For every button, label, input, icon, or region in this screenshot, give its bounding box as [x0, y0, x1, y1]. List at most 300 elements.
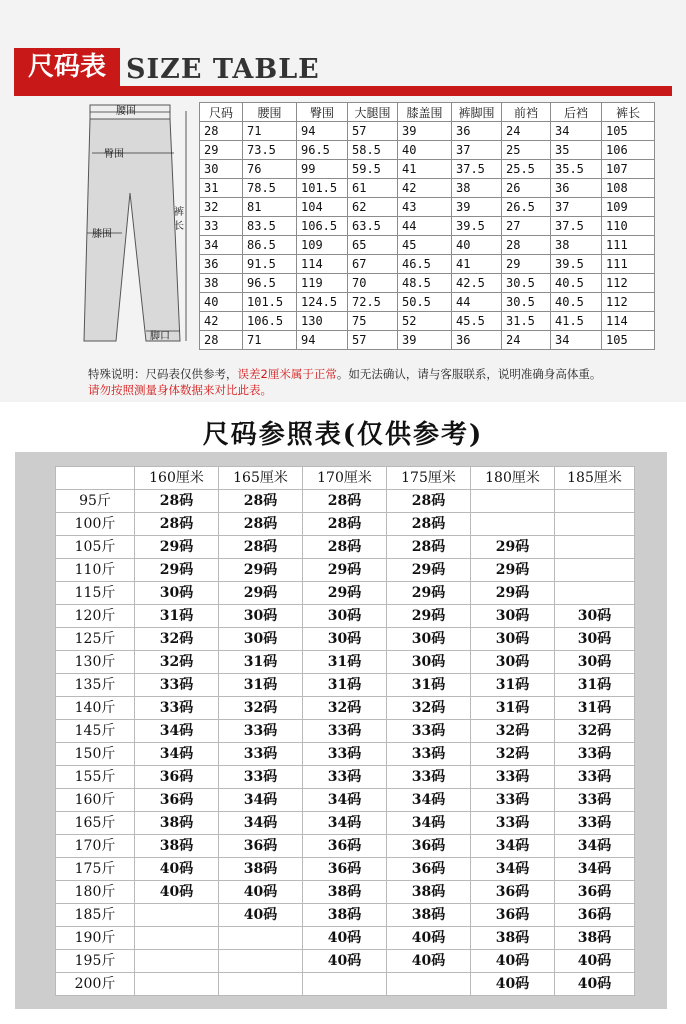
table-cell: 38 — [200, 274, 243, 293]
size-cell: 32码 — [471, 743, 555, 766]
size-cell: 33码 — [555, 789, 635, 812]
table-cell: 45 — [398, 236, 452, 255]
size-cell — [555, 513, 635, 536]
table-cell: 78.5 — [243, 179, 297, 198]
table-cell: 35 — [551, 141, 602, 160]
size-cell: 38码 — [387, 904, 471, 927]
weight-cell: 160斤 — [56, 789, 135, 812]
table-cell: 40.5 — [551, 274, 602, 293]
table-cell: 99 — [297, 160, 348, 179]
table-cell: 36 — [452, 122, 502, 141]
size-cell — [135, 927, 219, 950]
table-cell: 110 — [602, 217, 655, 236]
table-row — [200, 198, 655, 217]
size-cell: 36码 — [303, 858, 387, 881]
reference-row — [56, 766, 635, 789]
table-cell: 26 — [502, 179, 551, 198]
size-cell: 33码 — [555, 743, 635, 766]
reference-row — [56, 812, 635, 835]
weight-cell: 150斤 — [56, 743, 135, 766]
height-header: 160厘米 — [135, 467, 219, 490]
size-cell: 36码 — [135, 766, 219, 789]
size-cell: 40码 — [387, 950, 471, 973]
reference-row — [56, 927, 635, 950]
size-cell: 33码 — [219, 720, 303, 743]
table-row — [200, 141, 655, 160]
height-header: 180厘米 — [471, 467, 555, 490]
table-cell: 106.5 — [297, 217, 348, 236]
table-cell: 111 — [602, 236, 655, 255]
table-cell: 40 — [200, 293, 243, 312]
size-cell — [303, 973, 387, 996]
reference-row — [56, 858, 635, 881]
reference-row — [56, 651, 635, 674]
title-underline — [14, 86, 672, 96]
weight-cell: 175斤 — [56, 858, 135, 881]
size-cell: 40码 — [471, 950, 555, 973]
size-cell — [555, 536, 635, 559]
size-cell: 31码 — [387, 674, 471, 697]
table-cell: 42 — [200, 312, 243, 331]
table-cell: 40.5 — [551, 293, 602, 312]
table-cell: 109 — [297, 236, 348, 255]
table-cell: 24 — [502, 331, 551, 350]
size-cell: 33码 — [387, 720, 471, 743]
height-header: 170厘米 — [303, 467, 387, 490]
table-cell: 108 — [602, 179, 655, 198]
table-row — [200, 236, 655, 255]
table-cell: 30 — [200, 160, 243, 179]
table-cell: 70 — [348, 274, 398, 293]
size-cell: 28码 — [219, 490, 303, 513]
size-cell — [135, 950, 219, 973]
size-cell — [219, 950, 303, 973]
size-cell: 29码 — [303, 559, 387, 582]
table-row — [200, 274, 655, 293]
size-cell: 33码 — [471, 789, 555, 812]
size-cell: 30码 — [219, 605, 303, 628]
size-cell: 31码 — [555, 697, 635, 720]
size-cell: 30码 — [219, 628, 303, 651]
size-cell: 33码 — [387, 766, 471, 789]
column-header: 尺码 — [200, 103, 243, 122]
table-cell: 33 — [200, 217, 243, 236]
table-cell: 105 — [602, 122, 655, 141]
weight-cell: 195斤 — [56, 950, 135, 973]
table-row — [200, 160, 655, 179]
table-header-row — [200, 103, 655, 122]
pants-diagram — [82, 103, 194, 361]
size-cell: 30码 — [555, 628, 635, 651]
table-cell: 124.5 — [297, 293, 348, 312]
table-cell: 96.5 — [297, 141, 348, 160]
size-cell: 32码 — [303, 697, 387, 720]
size-cell: 30码 — [555, 605, 635, 628]
size-cell: 36码 — [219, 835, 303, 858]
table-cell: 34 — [200, 236, 243, 255]
table-cell: 28 — [200, 331, 243, 350]
size-cell: 29码 — [219, 582, 303, 605]
column-header: 腰围 — [243, 103, 297, 122]
column-header: 裤长 — [602, 103, 655, 122]
size-cell: 34码 — [219, 789, 303, 812]
table-cell: 111 — [602, 255, 655, 274]
table-row — [200, 312, 655, 331]
weight-cell: 180斤 — [56, 881, 135, 904]
size-cell — [555, 559, 635, 582]
size-cell: 34码 — [135, 720, 219, 743]
table-cell: 42.5 — [452, 274, 502, 293]
table-cell: 39 — [452, 198, 502, 217]
size-cell: 28码 — [303, 536, 387, 559]
size-cell: 28码 — [387, 513, 471, 536]
table-row — [200, 179, 655, 198]
size-cell: 29码 — [471, 582, 555, 605]
size-cell: 30码 — [555, 651, 635, 674]
size-cell: 38码 — [135, 812, 219, 835]
table-cell: 48.5 — [398, 274, 452, 293]
table-cell: 106 — [602, 141, 655, 160]
size-cell — [555, 490, 635, 513]
weight-cell: 125斤 — [56, 628, 135, 651]
size-cell: 29码 — [219, 559, 303, 582]
table-cell: 29 — [502, 255, 551, 274]
table-cell: 28 — [200, 122, 243, 141]
table-cell: 37.5 — [452, 160, 502, 179]
table-cell: 62 — [348, 198, 398, 217]
table-cell: 39.5 — [551, 255, 602, 274]
size-cell: 33码 — [219, 743, 303, 766]
size-cell: 40码 — [303, 927, 387, 950]
height-header: 175厘米 — [387, 467, 471, 490]
table-cell: 37.5 — [551, 217, 602, 236]
size-cell — [219, 973, 303, 996]
size-cell: 30码 — [387, 628, 471, 651]
reference-row — [56, 881, 635, 904]
size-cell — [555, 582, 635, 605]
waist-label: 腰围 — [116, 106, 136, 117]
weight-cell: 155斤 — [56, 766, 135, 789]
table-cell: 71 — [243, 122, 297, 141]
size-cell: 28码 — [135, 490, 219, 513]
weight-cell: 95斤 — [56, 490, 135, 513]
table-cell: 63.5 — [348, 217, 398, 236]
size-cell: 40码 — [135, 881, 219, 904]
table-cell: 36 — [551, 179, 602, 198]
reference-row — [56, 674, 635, 697]
table-cell: 104 — [297, 198, 348, 217]
size-cell: 40码 — [135, 858, 219, 881]
table-cell: 114 — [297, 255, 348, 274]
size-cell: 34码 — [219, 812, 303, 835]
size-cell: 38码 — [219, 858, 303, 881]
column-header: 后裆 — [551, 103, 602, 122]
table-cell: 39 — [398, 331, 452, 350]
knee-label: 膝围 — [92, 229, 112, 240]
size-cell: 36码 — [387, 835, 471, 858]
size-cell: 40码 — [219, 904, 303, 927]
table-cell: 40 — [398, 141, 452, 160]
table-cell: 72.5 — [348, 293, 398, 312]
reference-row — [56, 490, 635, 513]
size-cell: 34码 — [387, 789, 471, 812]
size-reference-table — [55, 466, 635, 996]
table-row — [200, 331, 655, 350]
table-cell: 31.5 — [502, 312, 551, 331]
reference-row — [56, 789, 635, 812]
size-cell: 29码 — [135, 536, 219, 559]
size-cell: 34码 — [471, 858, 555, 881]
height-header: 165厘米 — [219, 467, 303, 490]
size-cell: 28码 — [135, 513, 219, 536]
size-cell — [135, 904, 219, 927]
table-cell: 31 — [200, 179, 243, 198]
table-cell: 81 — [243, 198, 297, 217]
table-cell: 34 — [551, 331, 602, 350]
size-cell: 32码 — [387, 697, 471, 720]
size-cell: 34码 — [387, 812, 471, 835]
size-cell: 32码 — [135, 628, 219, 651]
size-cell: 33码 — [303, 720, 387, 743]
table-cell: 38 — [551, 236, 602, 255]
reference-title: 尺码参照表(仅供参考) — [202, 420, 484, 450]
table-cell: 42 — [398, 179, 452, 198]
size-cell: 33码 — [303, 766, 387, 789]
size-measurement-table — [199, 102, 655, 350]
column-header: 臀围 — [297, 103, 348, 122]
table-cell: 86.5 — [243, 236, 297, 255]
size-cell — [471, 490, 555, 513]
table-cell: 83.5 — [243, 217, 297, 236]
size-cell — [471, 513, 555, 536]
weight-cell: 190斤 — [56, 927, 135, 950]
table-cell: 112 — [602, 274, 655, 293]
size-cell: 31码 — [471, 697, 555, 720]
reference-row — [56, 559, 635, 582]
corner-cell — [56, 467, 135, 490]
size-cell: 31码 — [219, 674, 303, 697]
size-cell: 32码 — [555, 720, 635, 743]
table-cell: 24 — [502, 122, 551, 141]
length-label-2: 长 — [174, 221, 184, 232]
table-cell: 105 — [602, 331, 655, 350]
size-cell: 34码 — [555, 835, 635, 858]
hip-label: 臀围 — [104, 149, 124, 160]
size-cell: 33码 — [555, 766, 635, 789]
table-cell: 65 — [348, 236, 398, 255]
pants-outline-icon — [84, 105, 180, 341]
table-cell: 32 — [200, 198, 243, 217]
size-cell: 33码 — [555, 812, 635, 835]
table-cell: 35.5 — [551, 160, 602, 179]
size-cell: 28码 — [303, 513, 387, 536]
hem-label: 脚口 — [150, 331, 170, 342]
table-cell: 25.5 — [502, 160, 551, 179]
table-cell: 29 — [200, 141, 243, 160]
weight-cell: 115斤 — [56, 582, 135, 605]
table-cell: 40 — [452, 236, 502, 255]
reference-header-row — [56, 467, 635, 490]
size-cell: 28码 — [387, 490, 471, 513]
size-cell: 28码 — [303, 490, 387, 513]
height-header: 185厘米 — [555, 467, 635, 490]
table-cell: 107 — [602, 160, 655, 179]
size-cell: 34码 — [471, 835, 555, 858]
table-cell: 101.5 — [243, 293, 297, 312]
table-cell: 67 — [348, 255, 398, 274]
size-cell: 30码 — [471, 651, 555, 674]
size-cell: 29码 — [387, 582, 471, 605]
table-cell: 106.5 — [243, 312, 297, 331]
table-cell: 96.5 — [243, 274, 297, 293]
size-cell: 30码 — [303, 605, 387, 628]
size-cell: 32码 — [135, 651, 219, 674]
table-cell: 46.5 — [398, 255, 452, 274]
warning-note: 请勿按照测量身体数据来对比此表。 — [88, 383, 272, 397]
size-cell: 31码 — [135, 605, 219, 628]
size-cell: 29码 — [471, 559, 555, 582]
weight-cell: 145斤 — [56, 720, 135, 743]
table-cell: 41 — [452, 255, 502, 274]
table-cell: 119 — [297, 274, 348, 293]
size-cell: 32码 — [219, 697, 303, 720]
size-cell: 30码 — [135, 582, 219, 605]
note-tolerance: 误差2厘米属于正常 — [237, 367, 337, 381]
note-text-c: 。如无法确认，请与客服联系，说明准确身高体重。 — [336, 367, 602, 381]
reference-row — [56, 536, 635, 559]
reference-row — [56, 950, 635, 973]
table-cell: 36 — [452, 331, 502, 350]
weight-cell: 130斤 — [56, 651, 135, 674]
table-cell: 36 — [200, 255, 243, 274]
size-cell: 29码 — [387, 559, 471, 582]
size-cell — [135, 973, 219, 996]
note-text-a: 特殊说明：尺码表仅供参考， — [88, 367, 238, 381]
size-cell: 38码 — [387, 881, 471, 904]
column-header: 膝盖围 — [398, 103, 452, 122]
size-cell: 29码 — [387, 605, 471, 628]
weight-cell: 140斤 — [56, 697, 135, 720]
size-cell: 40码 — [555, 950, 635, 973]
size-cell: 33码 — [471, 812, 555, 835]
page-title: SIZE TABLE — [126, 54, 320, 85]
table-cell: 57 — [348, 122, 398, 141]
size-cell: 38码 — [303, 904, 387, 927]
table-row — [200, 255, 655, 274]
table-cell: 109 — [602, 198, 655, 217]
table-cell: 94 — [297, 331, 348, 350]
table-cell: 50.5 — [398, 293, 452, 312]
column-header: 前裆 — [502, 103, 551, 122]
weight-cell: 135斤 — [56, 674, 135, 697]
size-cell: 33码 — [135, 674, 219, 697]
size-cell: 40码 — [303, 950, 387, 973]
table-cell: 27 — [502, 217, 551, 236]
table-cell: 39.5 — [452, 217, 502, 236]
table-cell: 52 — [398, 312, 452, 331]
size-cell: 28码 — [387, 536, 471, 559]
size-cell: 31码 — [303, 651, 387, 674]
reference-row — [56, 835, 635, 858]
table-cell: 30.5 — [502, 293, 551, 312]
size-cell: 33码 — [219, 766, 303, 789]
size-cell: 29码 — [303, 582, 387, 605]
table-cell: 91.5 — [243, 255, 297, 274]
weight-cell: 110斤 — [56, 559, 135, 582]
size-cell: 40码 — [471, 973, 555, 996]
size-cell: 33码 — [303, 743, 387, 766]
size-cell: 36码 — [555, 904, 635, 927]
size-cell: 29码 — [471, 536, 555, 559]
reference-row — [56, 605, 635, 628]
size-cell: 34码 — [303, 789, 387, 812]
size-cell: 36码 — [555, 881, 635, 904]
table-cell: 28 — [502, 236, 551, 255]
table-cell: 58.5 — [348, 141, 398, 160]
size-cell: 30码 — [387, 651, 471, 674]
size-cell: 31码 — [555, 674, 635, 697]
size-cell: 36码 — [471, 881, 555, 904]
table-cell: 76 — [243, 160, 297, 179]
size-cell: 38码 — [555, 927, 635, 950]
size-cell: 40码 — [555, 973, 635, 996]
weight-cell: 185斤 — [56, 904, 135, 927]
reference-row — [56, 628, 635, 651]
size-cell: 33码 — [387, 743, 471, 766]
size-cell: 34码 — [555, 858, 635, 881]
reference-row — [56, 973, 635, 996]
size-cell: 30码 — [471, 605, 555, 628]
size-cell: 32码 — [471, 720, 555, 743]
size-cell — [219, 927, 303, 950]
size-cell: 38码 — [303, 881, 387, 904]
table-cell: 57 — [348, 331, 398, 350]
size-cell: 33码 — [471, 766, 555, 789]
table-cell: 37 — [551, 198, 602, 217]
weight-cell: 200斤 — [56, 973, 135, 996]
table-cell: 112 — [602, 293, 655, 312]
table-cell: 73.5 — [243, 141, 297, 160]
length-label-1: 裤 — [174, 207, 184, 218]
size-cell: 36码 — [387, 858, 471, 881]
size-cell: 40码 — [387, 927, 471, 950]
weight-cell: 100斤 — [56, 513, 135, 536]
column-header: 裤脚围 — [452, 103, 502, 122]
table-cell: 75 — [348, 312, 398, 331]
reference-row — [56, 743, 635, 766]
table-cell: 37 — [452, 141, 502, 160]
reference-row — [56, 513, 635, 536]
table-cell: 130 — [297, 312, 348, 331]
size-cell: 31码 — [471, 674, 555, 697]
reference-row — [56, 720, 635, 743]
special-note — [88, 366, 678, 382]
size-cell: 34码 — [303, 812, 387, 835]
reference-row — [56, 697, 635, 720]
table-cell: 44 — [452, 293, 502, 312]
table-cell: 41 — [398, 160, 452, 179]
column-header: 大腿围 — [348, 103, 398, 122]
size-cell: 33码 — [135, 697, 219, 720]
reference-row — [56, 904, 635, 927]
table-row — [200, 122, 655, 141]
size-cell: 40码 — [219, 881, 303, 904]
table-cell: 26.5 — [502, 198, 551, 217]
table-cell: 94 — [297, 122, 348, 141]
table-cell: 45.5 — [452, 312, 502, 331]
table-cell: 114 — [602, 312, 655, 331]
table-cell: 30.5 — [502, 274, 551, 293]
